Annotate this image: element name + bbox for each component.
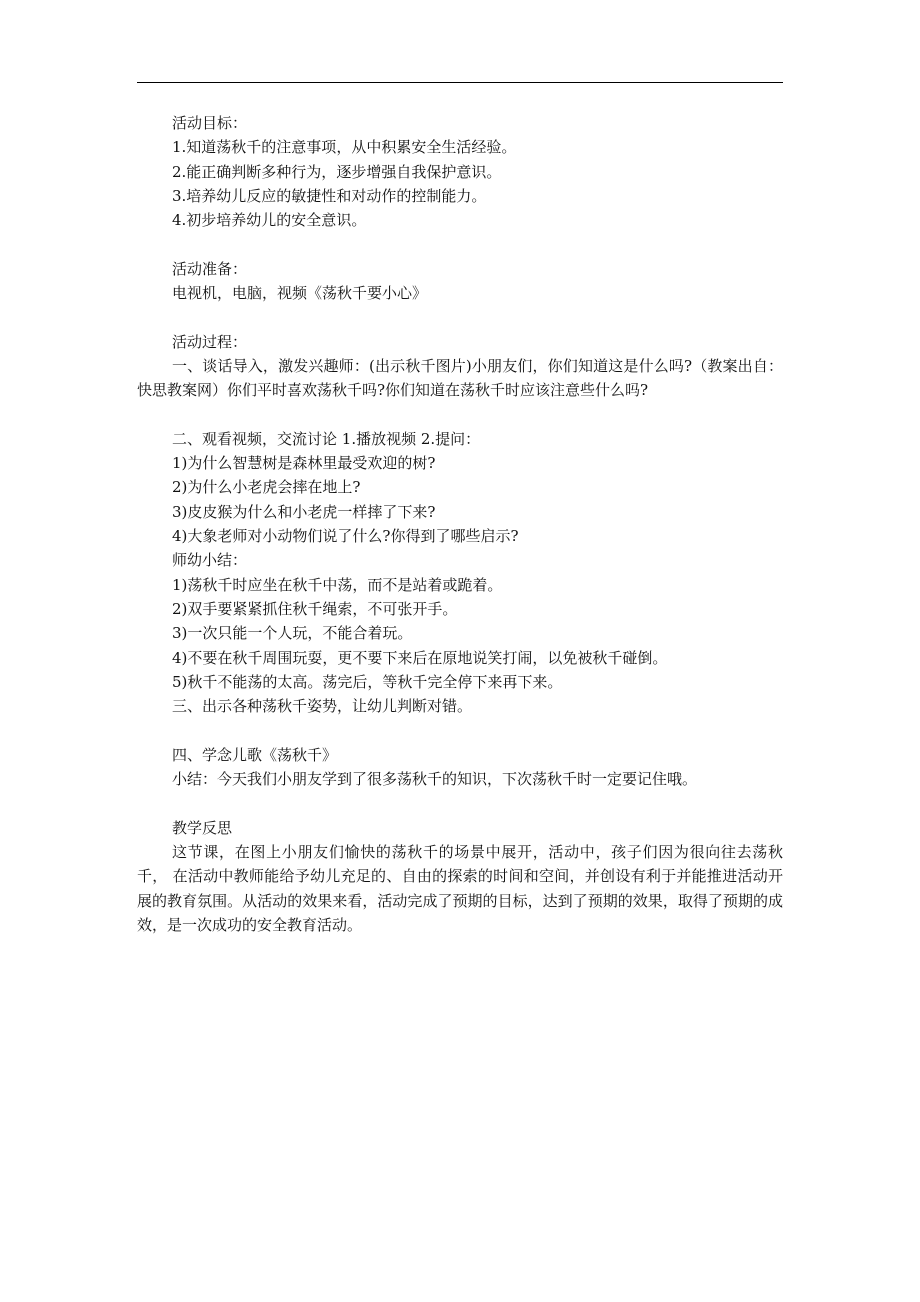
spacer [137,791,783,815]
process-step-3: 三、出示各种荡秋千姿势，让幼儿判断对错。 [172,697,473,716]
objective-item: 4.初步培养幼儿的安全意识。 [172,211,367,230]
summary-heading: 师幼小结： [172,551,248,570]
summary-item: 4)不要在秋千周围玩耍，更不要下来后在原地说笑打闹，以免被秋千碰倒。 [172,648,668,667]
spacer [137,718,783,742]
document-body [137,111,783,937]
summary-item: 1)荡秋千时应坐在秋千中荡，而不是站着或跪着。 [172,575,503,594]
objective-item: 3.培养幼儿反应的敏捷性和对动作的控制能力。 [172,186,487,205]
objectives-heading: 活动目标： [172,114,248,132]
process-step-2: 二、观看视频，交流讨论 1.播放视频 2.提问： [172,429,481,448]
preparation-heading: 活动准备： [172,259,248,278]
reflection-heading: 教学反思 [172,818,233,837]
spacer [137,403,783,427]
process-conclusion: 小结：今天我们小朋友学到了很多荡秋千的知识，下次荡秋千时一定要记住哦。 [172,770,698,789]
reflection-text: 这节课，在图上小朋友们愉快的荡秋千的场景中展开，活动中，孩子们因为很向往去荡秋千， 在活动中教师能给予幼儿充足的、自由的探索的时间和空间，并创设有利于并能推进活动开展的教育氛围。从活动的效果来看，活动完成了预期的目标，达到了预期的效果，取得了预期的成效，是一次成功的安全教育活动。 [137,842,783,934]
summary-item: 5)秋千不能荡的太高。荡完后，等秋千完全停下来再下来。 [172,672,563,691]
objective-item: 1.知道荡秋千的注意事项，从中积累安全生活经验。 [172,138,517,157]
summary-item: 2)双手要紧紧抓住秋千绳索，不可张开手。 [172,599,458,618]
question-item: 2)为什么小老虎会摔在地上? [172,478,361,497]
preparation-text: 电视机，电脑，视频《荡秋千要小心》 [172,284,428,303]
question-item: 3)皮皮猴为什么和小老虎一样摔了下来? [172,502,436,521]
summary-item: 3)一次只能一个人玩，不能合着玩。 [172,624,413,643]
objective-item: 2.能正确判断多种行为，逐步增强自我保护意识。 [172,162,502,181]
process-heading: 活动过程： [172,332,248,351]
spacer [137,305,783,329]
process-step-1: 一、谈话导入，激发兴趣师：(出示秋千图片)小朋友们，你们知道这是什么吗?（教案出自：快思教案网）你们平时喜欢荡秋千吗?你们知道在荡秋千时应该注意些什么吗? [137,356,783,400]
process-step-4: 四、学念儿歌《荡秋千》 [172,745,338,764]
question-item: 1)为什么智慧树是森林里最受欢迎的树? [172,454,436,473]
header-rule [137,82,783,83]
question-item: 4)大象老师对小动物们说了什么?你得到了哪些启示? [172,527,519,546]
spacer [137,232,783,256]
